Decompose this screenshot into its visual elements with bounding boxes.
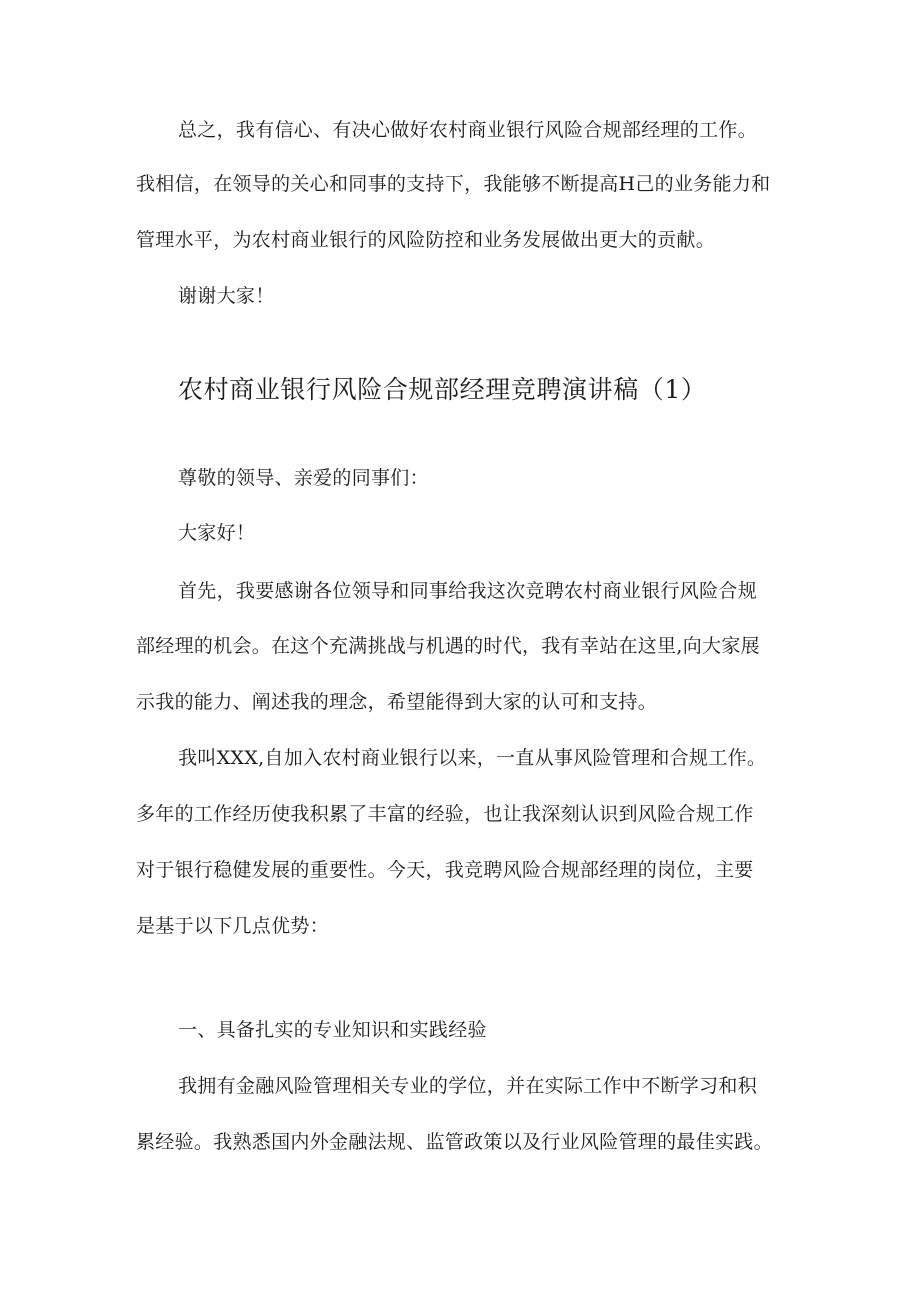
- background-paragraph-line-4: 是基于以下几点优势：: [136, 915, 330, 937]
- closing-paragraph-line-2: 我相信，在领导的关心和同事的支持下，我能够不断提高H己的业务能力和: [136, 173, 771, 195]
- speech-title: 农村商业银行风险合规部经理竞聘演讲稿（1）: [178, 375, 707, 404]
- thanks-line: 谢谢大家！: [178, 285, 275, 307]
- closing-paragraph-line-3: 管理水平，为农村商业银行的风险防控和业务发展做出更大的贡献。: [136, 229, 716, 251]
- section-1-paragraph-line-1: 我拥有金融风险管理相关专业的学位，并在实际工作中不断学习和积: [178, 1075, 758, 1097]
- background-paragraph-line-1: 我叫XXX,自加入农村商业银行以来，一直从事风险管理和合规工作。: [178, 747, 767, 769]
- section-heading-1: 一、具备扎实的专业知识和实践经验: [178, 1019, 487, 1041]
- greeting: 大家好！: [178, 522, 256, 544]
- intro-paragraph-line-1: 首先，我要感谢各位领导和同事给我这次竞聘农村商业银行风险合规: [178, 580, 758, 602]
- section-1-paragraph-line-2: 累经验。我熟悉国内外金融法规、监管政策以及行业风险管理的最佳实践。: [136, 1131, 773, 1153]
- intro-paragraph-line-2: 部经理的机会。在这个充满挑战与机遇的时代，我有幸站在这里,向大家展: [136, 635, 760, 657]
- intro-paragraph-line-3: 示我的能力、阐述我的理念，希望能得到大家的认可和支持。: [136, 691, 658, 713]
- background-paragraph-line-2: 多年的工作经历使我积累了丰富的经验，也让我深刻认识到风险合规工作: [136, 803, 754, 825]
- closing-paragraph-line-1: 总之，我有信心、有决心做好农村商业银行风险合规部经理的工作。: [178, 119, 758, 141]
- background-paragraph-line-3: 对于银行稳健发展的重要性。今天，我竞聘风险合规部经理的岗位，主要: [136, 859, 754, 881]
- salutation: 尊敬的领导、亲爱的同事们：: [178, 467, 429, 489]
